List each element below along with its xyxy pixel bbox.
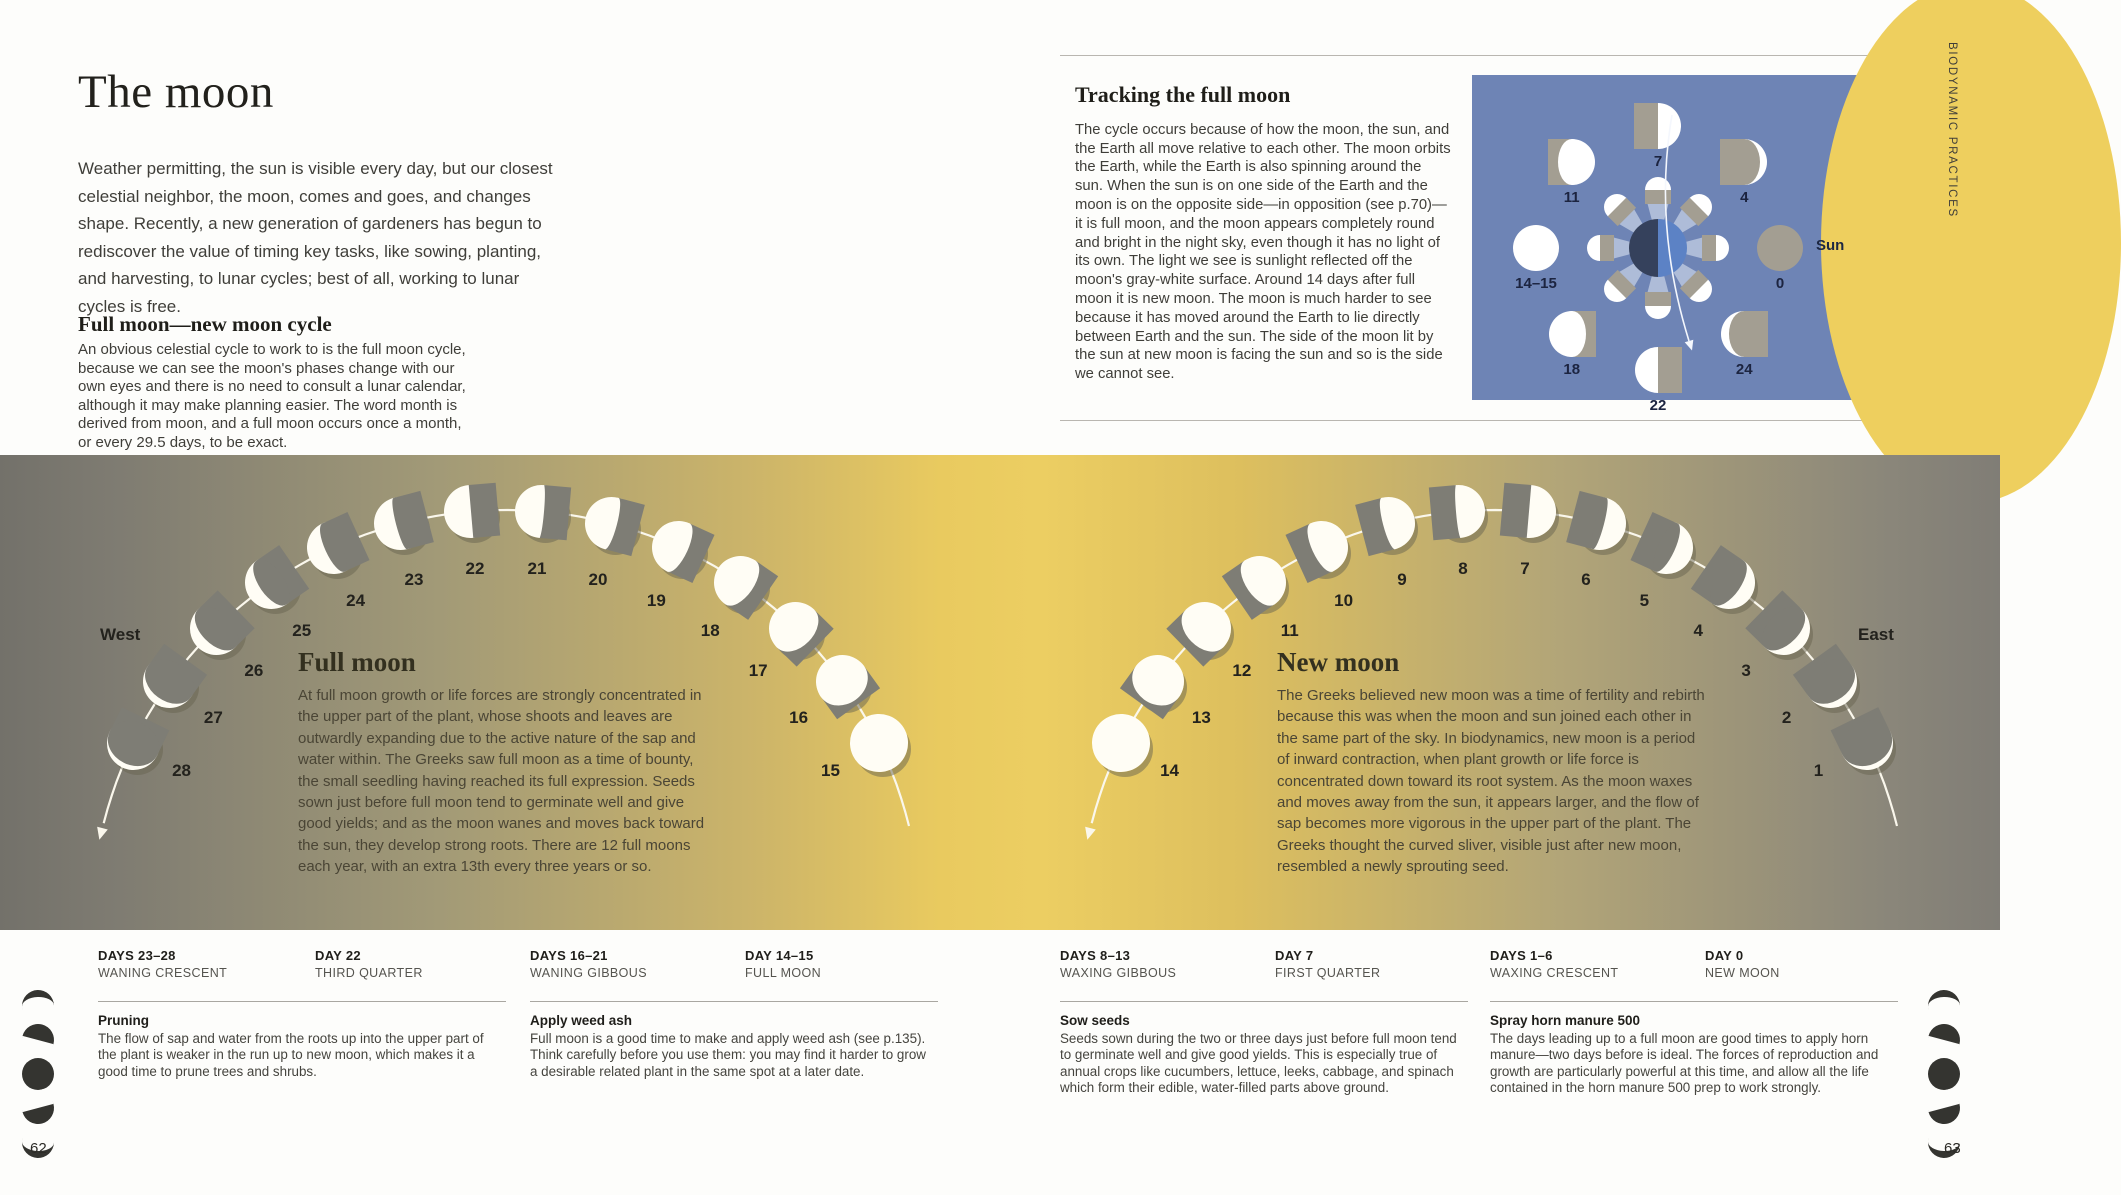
arc-day-label-19: 19 bbox=[646, 590, 666, 610]
orbit-day-label-0: 0 bbox=[1775, 275, 1785, 292]
footer-phase-name: WAXING GIBBOUS bbox=[1060, 966, 1177, 980]
arc-day-label-27: 27 bbox=[203, 707, 223, 727]
arc-moon-day-7 bbox=[1503, 485, 1556, 538]
margin-moon-glyph bbox=[22, 1058, 54, 1090]
arc-day-label-14: 14 bbox=[1160, 760, 1179, 780]
orbit-day-label-24: 24 bbox=[1735, 361, 1753, 379]
orbit-day-label-18: 18 bbox=[1563, 361, 1581, 379]
arc-moon-day-12 bbox=[1178, 602, 1231, 655]
arc-day-label-1: 1 bbox=[1813, 760, 1824, 780]
advice-body: The days leading up to a full moon are good times to apply horn manure—two days before is ideal. The forces of reproduction and growth are particularly powerful at this time, and allow all the life contained in the horn manure 500 prep to work strongly. bbox=[1490, 1031, 1879, 1096]
footer-phase-name: NEW MOON bbox=[1705, 966, 1780, 980]
orbit-day-label-14–15: 14–15 bbox=[1515, 275, 1557, 292]
footer-day-range: DAY 22 bbox=[315, 948, 361, 963]
arc-day-label-21: 21 bbox=[527, 559, 547, 579]
arc-moon-day-13 bbox=[1131, 655, 1184, 708]
arc-moon-day-14 bbox=[1092, 714, 1150, 772]
inner-moon bbox=[1703, 235, 1729, 261]
arc-day-label-22: 22 bbox=[465, 559, 485, 579]
orbit-moon-day-14–15 bbox=[1513, 225, 1559, 271]
arc-moon-day-20 bbox=[585, 497, 638, 550]
arc-moon-day-5 bbox=[1640, 521, 1693, 574]
footer-phase-name: WANING GIBBOUS bbox=[530, 966, 647, 980]
advice-title: Pruning bbox=[98, 1013, 149, 1028]
arc-day-label-6: 6 bbox=[1581, 569, 1591, 589]
arc-moon-day-25 bbox=[245, 556, 298, 609]
inner-moon bbox=[1645, 293, 1671, 319]
arc-day-label-17: 17 bbox=[748, 660, 768, 680]
footer-phase-name: FULL MOON bbox=[745, 966, 822, 980]
margin-moon-glyph bbox=[1928, 1058, 1960, 1090]
margin-moon-glyph bbox=[1928, 1092, 1960, 1124]
earth bbox=[1629, 219, 1687, 277]
advice-body: Full moon is a good time to make and apply weed ash (see p.135). Think carefully before you use them: you may find it harder to grow a desirable related plant in the same spot at a later date. bbox=[530, 1031, 926, 1079]
orbit-moon-day-22 bbox=[1635, 347, 1681, 393]
arc-day-label-3: 3 bbox=[1741, 660, 1751, 680]
page-number-right: 63 bbox=[1944, 1140, 1961, 1157]
arc-day-label-15: 15 bbox=[820, 760, 840, 780]
footer-day-range: DAY 14–15 bbox=[745, 948, 814, 963]
inner-moon bbox=[1587, 235, 1613, 261]
footer-rule bbox=[98, 1001, 506, 1002]
arc-day-label-11: 11 bbox=[1280, 621, 1299, 641]
arc-moon-day-15 bbox=[850, 714, 908, 772]
arc-day-label-7: 7 bbox=[1520, 559, 1530, 579]
sun-label: Sun bbox=[1816, 237, 1845, 254]
advice-title: Spray horn manure 500 bbox=[1490, 1013, 1641, 1028]
new-moon-body: The Greeks believed new moon was a time of fertility and rebirth because this was when the moon and sun joined each other in the same part of the sky. In biodynamics, new moon is a period of inward contraction, when plant growth or life force is concentrated down toward its root system. As the moon waxes and moves away from the sun, it appears larger, and the flow of sap becomes more vigorous in the upper part of the plant. The Greeks thought the curved sliver, visible just after new moon, resembled a newly sprouting seed. bbox=[1277, 687, 1705, 876]
moon-phase-glyph-column-right bbox=[1926, 988, 1962, 1160]
arc-moon-day-9 bbox=[1362, 497, 1415, 550]
margin-moon-glyph bbox=[22, 990, 54, 1022]
arc-day-label-24: 24 bbox=[346, 590, 366, 610]
orbit-day-label-4: 4 bbox=[1740, 188, 1749, 206]
tracking-body: The cycle occurs because of how the moon, the sun, and the Earth all move relative to each other. The moon orbits the Earth, while the Earth is also spinning around the sun. When the sun is on one side of the Earth and the moon is on the opposite side—in opposition (see p.70)—it is full moon, and the moon appears completely round and bright in the night sky, even though it has no light of its own. The light we see is sunlight reflected off the moon's gray-white surface. Around 14 days after full moon it is new moon. The moon is much harder to see because it has moved around the Earth to lie directly between Earth and the sun. The side of the moon lit by the sun at new moon is facing the sun and so is the side we cannot see. bbox=[1075, 121, 1451, 383]
footer-day-range: DAYS 23–28 bbox=[98, 948, 176, 963]
margin-moon-glyph bbox=[1928, 990, 1960, 1022]
full-moon-body: At full moon growth or life forces are strongly concentrated in the upper part of the plant, whose shoots and leaves are outwardly expanding due to the active nature of the sap and water within. The Greeks saw full moon as a time of bounty, the small seedling having reached its full expression. Seeds sown just before full moon tend to germinate well and give good yields; and as the moon wanes and moves back toward the sun, they develop strong roots. There are 12 full moons each year, with an extra 13th every three years or so. bbox=[298, 687, 705, 876]
new-moon-heading: New moon bbox=[1277, 647, 1400, 677]
full-moon-cycle-heading: Full moon—new moon cycle bbox=[78, 312, 332, 337]
arc-day-label-12: 12 bbox=[1232, 660, 1252, 680]
arc-moon-day-3 bbox=[1757, 602, 1810, 655]
arc-day-label-26: 26 bbox=[244, 660, 264, 680]
arc-day-label-20: 20 bbox=[588, 569, 608, 589]
footer-phase-name: FIRST QUARTER bbox=[1275, 966, 1381, 980]
arc-moon-day-26 bbox=[190, 602, 243, 655]
arc-day-label-10: 10 bbox=[1334, 590, 1354, 610]
margin-moon-glyph bbox=[1928, 1024, 1960, 1056]
arc-day-label-2: 2 bbox=[1781, 707, 1792, 727]
orbit-moon-day-0 bbox=[1757, 225, 1803, 271]
moon-orbit-diagram bbox=[1472, 75, 1886, 414]
page-number-left: 62 bbox=[30, 1140, 47, 1157]
orbit-day-label-11: 11 bbox=[1563, 188, 1580, 206]
chapter-margin-label: BIODYNAMIC PRACTICES bbox=[1946, 42, 1958, 218]
orbit-moon-day-11 bbox=[1549, 139, 1595, 185]
arc-day-label-16: 16 bbox=[789, 707, 809, 727]
arc-day-label-23: 23 bbox=[404, 569, 424, 589]
footer-phase-name: WAXING CRESCENT bbox=[1490, 966, 1619, 980]
arc-moon-day-17 bbox=[769, 602, 822, 655]
footer-day-range: DAY 0 bbox=[1705, 948, 1744, 963]
orbit-day-label-7: 7 bbox=[1653, 153, 1663, 170]
intro-paragraph: Weather permitting, the sun is visible every day, but our closest celestial neighbor, the moon, comes and goes, and changes shape. Recently, a new generation of gardeners has begun to rediscover the value of timing key tasks, like sowing, planting, and harvesting, to lunar cycles; best of all, working to lunar cycles is free. bbox=[78, 159, 553, 316]
footer-day-range: DAYS 1–6 bbox=[1490, 948, 1553, 963]
advice-body: Seeds sown during the two or three days just before full moon tend to germinate well and give good yields. This is especially true of annual crops like cucumbers, lettuce, leeks, cabbage, and spinach which form their edible, water-filled parts above ground. bbox=[1060, 1031, 1457, 1096]
orbit-moon-day-18 bbox=[1549, 311, 1595, 357]
section-rule-bottom bbox=[1060, 420, 1887, 421]
arc-day-label-13: 13 bbox=[1191, 707, 1211, 727]
arc-day-label-8: 8 bbox=[1458, 559, 1468, 579]
arc-arrowhead bbox=[1085, 827, 1096, 840]
footer-rule bbox=[1490, 1001, 1898, 1002]
arc-moon-day-28 bbox=[107, 717, 160, 770]
footer-rule bbox=[530, 1001, 938, 1002]
arc-moon-day-2 bbox=[1804, 655, 1857, 708]
section-rule-top bbox=[1060, 55, 1887, 56]
full-moon-cycle-body: An obvious celestial cycle to work to is the full moon cycle, because we can see the moon's phases change with our own eyes and there is no need to consult a lunar calendar, although it may make planning easier. The word month is derived from moon, and a full moon occurs once a month, or every 29.5 days, to be exact. bbox=[78, 341, 466, 451]
moon-phase-glyph-column-left bbox=[20, 988, 56, 1160]
orbit-moon-day-4 bbox=[1721, 139, 1767, 185]
advice-body: The flow of sap and water from the roots up into the upper part of the plant is weaker in the run up to new moon, which makes it a good time to prune trees and shrubs. bbox=[98, 1031, 484, 1079]
east-label: East bbox=[1858, 625, 1894, 644]
orbit-moon-day-24 bbox=[1721, 311, 1767, 357]
arc-arrowhead bbox=[97, 827, 108, 840]
footer-phase-name: THIRD QUARTER bbox=[315, 966, 423, 980]
arc-day-label-28: 28 bbox=[172, 760, 191, 780]
footer-day-range: DAYS 16–21 bbox=[530, 948, 608, 963]
margin-moon-glyph bbox=[22, 1024, 54, 1056]
arc-day-label-18: 18 bbox=[700, 621, 720, 641]
orbit-moon-day-7 bbox=[1635, 103, 1681, 149]
margin-moon-glyph bbox=[22, 1092, 54, 1124]
full-moon-heading: Full moon bbox=[298, 647, 416, 677]
arc-moon-day-21 bbox=[515, 485, 568, 538]
inner-moon bbox=[1604, 276, 1630, 302]
advice-title: Apply weed ash bbox=[530, 1013, 633, 1028]
footer-phase-name: WANING CRESCENT bbox=[98, 966, 228, 980]
arc-moon-day-16 bbox=[816, 655, 869, 708]
arc-moon-day-8 bbox=[1432, 485, 1485, 538]
tracking-heading: Tracking the full moon bbox=[1075, 82, 1291, 108]
inner-moon bbox=[1686, 276, 1712, 302]
arc-moon-day-23 bbox=[374, 497, 427, 550]
arc-moon-day-19 bbox=[652, 521, 705, 574]
arc-moon-day-10 bbox=[1295, 521, 1348, 574]
footer-rule bbox=[1060, 1001, 1468, 1002]
page-title: The moon bbox=[78, 66, 274, 119]
inner-moon bbox=[1645, 177, 1671, 203]
orbit-day-label-22: 22 bbox=[1649, 397, 1667, 414]
moon-phase-band bbox=[0, 455, 2000, 930]
arc-moon-day-6 bbox=[1573, 497, 1626, 550]
west-label: West bbox=[100, 625, 141, 644]
advice-title: Sow seeds bbox=[1060, 1013, 1130, 1028]
arc-moon-day-22 bbox=[444, 485, 497, 538]
arc-moon-day-1 bbox=[1840, 717, 1893, 770]
arc-day-label-25: 25 bbox=[292, 621, 312, 641]
footer-day-range: DAYS 8–13 bbox=[1060, 948, 1131, 963]
arc-day-label-9: 9 bbox=[1397, 569, 1407, 589]
arc-moon-day-11 bbox=[1233, 556, 1286, 609]
footer-day-range: DAY 7 bbox=[1275, 948, 1314, 963]
arc-moon-day-24 bbox=[307, 521, 360, 574]
arc-moon-day-18 bbox=[714, 556, 767, 609]
arc-day-label-5: 5 bbox=[1639, 590, 1650, 610]
arc-day-label-4: 4 bbox=[1693, 621, 1703, 641]
